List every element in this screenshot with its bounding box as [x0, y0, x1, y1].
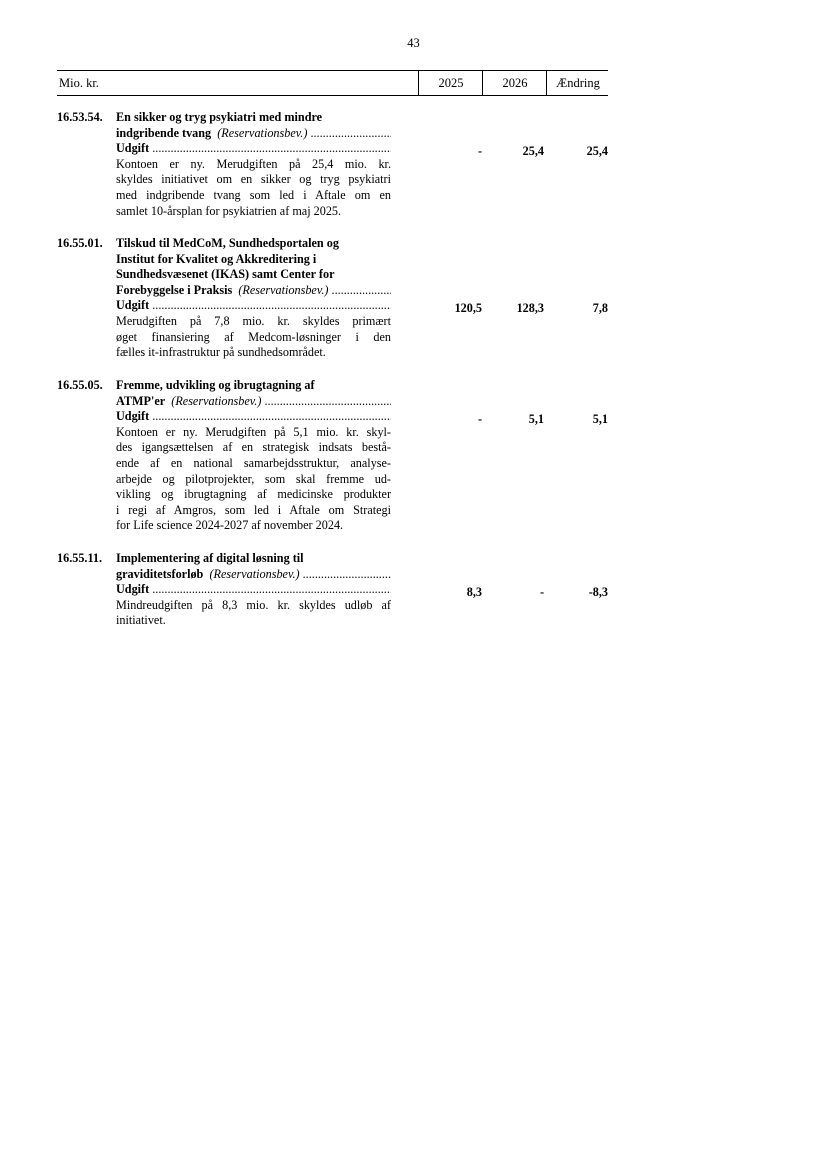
description-line: Kontoen er ny. Merudgiften på 25,4 mio. kr. — [116, 156, 391, 171]
column-2025: 2025 — [418, 71, 483, 95]
description-line: Mindreudgiften på 8,3 mio. kr. skyldes udløb af — [116, 597, 391, 612]
entry-body — [116, 551, 391, 629]
account-code: 16.53.54. — [57, 110, 103, 124]
value-2026: - — [539, 585, 544, 599]
entry-description — [116, 314, 391, 361]
description-line: fælles it-infrastruktur på sundhedsområdet. — [116, 345, 326, 360]
description-line: Merudgiften på 7,8 mio. kr. skyldes primært — [116, 313, 391, 328]
account-code: 16.55.01. — [57, 236, 103, 250]
udgift-label: Udgift — [116, 409, 150, 424]
description-line: for Life science 2024-2027 af november 2024. — [116, 518, 344, 533]
value-2025: - — [477, 144, 482, 158]
entry-title-text: graviditetsforløb — [116, 566, 204, 581]
reservation-label: (Reservationsbev.) — [238, 282, 329, 297]
entry-title-text: Forebyggelse i Praksis — [116, 282, 233, 297]
account-code: 16.55.05. — [57, 378, 103, 392]
column-2026: 2026 — [482, 71, 547, 95]
entry-title-last-line — [116, 567, 391, 583]
entry-title-line: En sikker og tryg psykiatri med mindre — [116, 110, 323, 124]
value-2026: 25,4 — [522, 144, 544, 158]
entry-title-line: Institut for Kvalitet og Akkreditering i — [116, 251, 317, 266]
reservation-label: (Reservationsbev.) — [171, 393, 262, 408]
entry-title-line: Fremme, udvikling og ibrugtagning af — [116, 378, 315, 392]
entry-body — [116, 110, 391, 219]
entry-title-line: Sundhedsvæsenet (IKAS) samt Center for — [116, 267, 335, 282]
description-line: ende af en national samarbejdsstruktur, analyse- — [116, 455, 391, 470]
udgift-line — [116, 409, 391, 425]
page-number: 43 — [407, 36, 420, 50]
value-change: 5,1 — [592, 412, 608, 426]
reservation-label: (Reservationsbev.) — [209, 566, 300, 581]
reservation-label: (Reservationsbev.) — [217, 125, 308, 140]
value-change: 7,8 — [592, 301, 608, 315]
value-2025: 8,3 — [466, 585, 482, 599]
value-2026: 5,1 — [528, 412, 544, 426]
column-change: Ændring — [546, 71, 609, 95]
description-line: øget finansiering af Medcom-løsninger i den — [116, 329, 391, 344]
udgift-line — [116, 141, 391, 157]
value-change: 25,4 — [586, 144, 608, 158]
value-change: -8,3 — [588, 585, 608, 599]
entry-title-text: indgribende tvang — [116, 125, 212, 140]
table-header — [57, 70, 608, 96]
value-2025: - — [477, 412, 482, 426]
description-line: des igangsættelsen af en strategisk indsats bestå- — [116, 440, 391, 455]
entry-body — [116, 236, 391, 361]
entry-body — [116, 378, 391, 534]
value-2026: 128,3 — [516, 301, 544, 315]
description-line: Kontoen er ny. Merudgiften på 5,1 mio. kr. skyl- — [116, 424, 391, 439]
entry-title-line: Tilskud til MedCoM, Sundhedsportalen og — [116, 236, 339, 250]
udgift-line — [116, 582, 391, 598]
entry-title-last-line — [116, 126, 391, 142]
udgift-label: Udgift — [116, 582, 150, 597]
entry-title-line: Implementering af digital løsning til — [116, 551, 304, 565]
description-line: vikling og ibrugtagning af medicinske produkter — [116, 487, 391, 502]
description-line: initiativet. — [116, 613, 166, 628]
entry-description — [116, 598, 391, 629]
account-code: 16.55.11. — [57, 551, 103, 565]
description-line: arbejde og pilotprojekter, som skal fremme ud- — [116, 471, 391, 486]
entry-description — [116, 157, 391, 219]
udgift-label: Udgift — [116, 298, 150, 313]
udgift-line — [116, 298, 391, 314]
description-line: samlet 10-årsplan for psykiatrien af maj 2025. — [116, 203, 342, 218]
description-line: skyldes initiativet om en sikker og tryg psykiatri — [116, 172, 391, 187]
entry-title-last-line — [116, 394, 391, 410]
entry-title-text: ATMP'er — [116, 393, 166, 408]
description-line: i regi af Amgros, som led i Aftale om Strategi — [116, 502, 391, 517]
value-2025: 120,5 — [454, 301, 482, 315]
udgift-label: Udgift — [116, 141, 150, 156]
description-line: med indgribende tvang som led i Aftale om en — [116, 187, 391, 202]
entry-title-last-line — [116, 283, 391, 299]
entry-description — [116, 425, 391, 534]
unit-label: Mio. kr. — [59, 76, 99, 90]
